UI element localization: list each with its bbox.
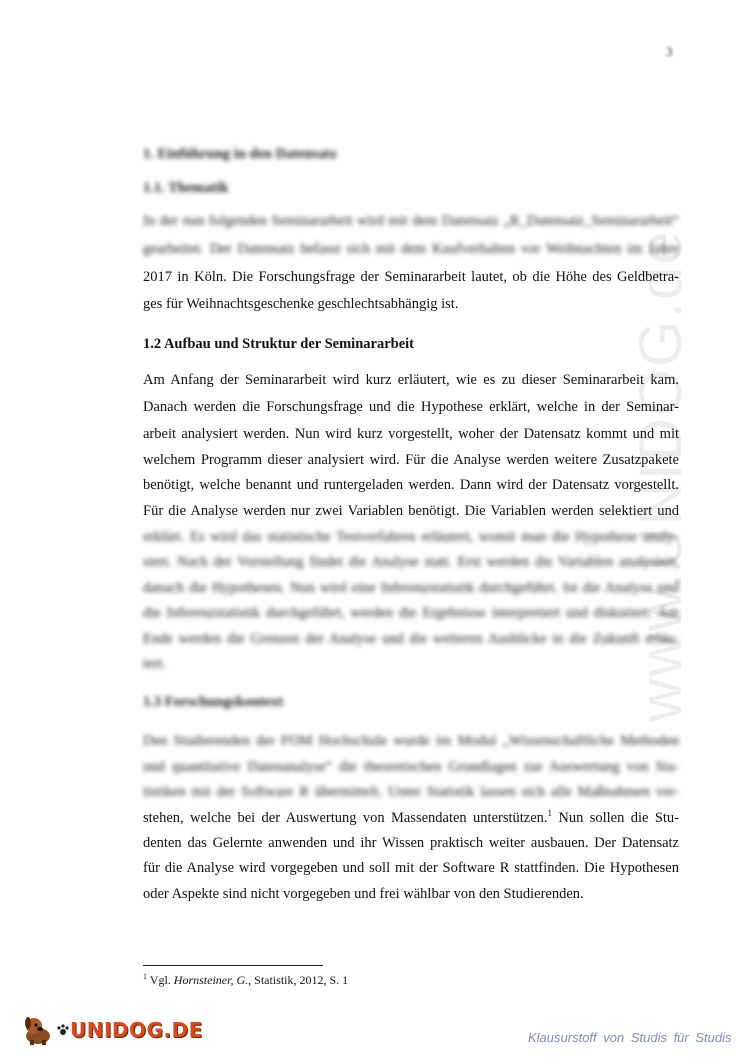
main-heading: 1. Einführung in den Datensatz — [143, 146, 337, 162]
paragraph-line: tert. — [143, 656, 166, 672]
footnote-reference[interactable]: 1 — [547, 808, 553, 819]
paragraph-line: Am Anfang der Seminararbeit wird kurz erläutert, wie es zu dieser Seminararbeit kam. — [143, 372, 679, 388]
paragraph-line: danach die Hypothesen. Nun wird eine Inferenzstatistik durchgeführt. Ist die Analyse und — [143, 580, 679, 596]
paragraph-line: tistiken mit der Software R übermittelt. Unter Statistik lassen sich alle Maßnahmen ver- — [143, 784, 679, 800]
paragraph-line: erklärt. Es wird das statistische Testverfahren erläutert, womit man die Hypothese analy- — [143, 529, 679, 545]
footnote-prefix: Vgl. — [149, 973, 174, 987]
paw-icon — [56, 1023, 70, 1037]
paragraph-line: oder Aspekte sind nicht vorgegeben und frei wählbar von den Studierenden. — [143, 886, 584, 902]
paragraph-line: Ende werden die Grenzen der Analyse und die weiteren Ausblicke in die Zukunft erläu- — [143, 631, 679, 647]
unidog-logo[interactable] — [20, 1014, 203, 1046]
paragraph-line: denten das Gelernte anwenden und ihr Wissen praktisch weiter ausbauen. Der Datensatz — [143, 835, 679, 851]
paragraph-line: siert. Nach der Vorstellung findet die Analyse statt. Erst werden die Variablen analysiert, — [143, 554, 679, 570]
paragraph-line: welchem Programm dieser analysiert wird. Für die Analyse werden weitere Zusatzpakete — [143, 452, 679, 468]
paragraph-line: 2017 in Köln. Die Forschungsfrage der Seminararbeit lautet, ob die Höhe des Geldbetra- — [143, 269, 679, 285]
line-text: stehen, welche bei der Auswertung von Massendaten unterstützen. — [143, 810, 548, 826]
dog-mascot-icon — [20, 1014, 56, 1046]
footnote-author: Hornsteiner, G. — [173, 973, 249, 987]
paragraph-line: ges für Weihnachtsgeschenke geschlechtsabhängig ist. — [143, 296, 459, 312]
footnote-citation: , Statistik, 2012, S. 1 — [248, 973, 349, 987]
paragraph-line: benötigt, welche benannt und runtergeladen werden. Dann wird der Datensatz vorgestellt. — [143, 477, 679, 493]
paragraph-line: Für die Analyse werden nur zwei Variablen benötigt. Die Variablen werden selektiert und — [143, 503, 679, 519]
watermark: www.UNIDOG.de — [627, 229, 694, 722]
logo-text: UNIDOG.DE — [70, 1018, 203, 1042]
paragraph-line: gearbeitet. Der Datensatz befasst sich mit dem Kaufverhalten vor Weihnachten im Jahre — [143, 241, 679, 257]
paragraph-line: für die Analyse wird vorgegeben und soll mit der Software R stattfinden. Die Hypothesen — [143, 860, 679, 876]
section-1-2-heading: 1.2 Aufbau und Struktur der Seminararbeit — [143, 336, 414, 352]
section-1-1-heading: 1.1. Thematik — [143, 180, 229, 196]
line-text: Nun sollen die Stu- — [552, 810, 679, 826]
paragraph-line — [143, 809, 679, 827]
paragraph-line: Den Studierenden der FOM Hochschule wurde im Modul „Wissenschaftliche Methoden — [143, 733, 679, 749]
page-number: 3 — [666, 44, 673, 59]
paragraph-line: In der nun folgenden Seminararbeit wird mit dem Datensatz „R_Datensatz_Seminararbeit“ — [143, 213, 679, 229]
paragraph-line: die Inferenzstatistik durchgeführt, werden die Ergebnisse interpretiert und diskutiert. Am — [143, 605, 679, 621]
section-1-3-heading: 1.3 Forschungskontext — [143, 694, 284, 710]
paragraph-line: und quantitative Datenanalyse“ die theoretischen Grundlagen zur Auswertung von Sta- — [143, 759, 679, 775]
footnote-divider — [143, 965, 323, 966]
paragraph-line: Danach werden die Forschungsfrage und die Hypothese erklärt, welche in der Seminar- — [143, 399, 679, 415]
footer-tagline: Klausurstoff von Studis für Studis — [528, 1030, 732, 1045]
paragraph-line: arbeit analysiert werden. Nun wird kurz vorgestellt, woher der Datensatz kommt und mit — [143, 426, 679, 442]
footnote — [143, 973, 348, 988]
footnote-number: 1 — [143, 972, 147, 981]
